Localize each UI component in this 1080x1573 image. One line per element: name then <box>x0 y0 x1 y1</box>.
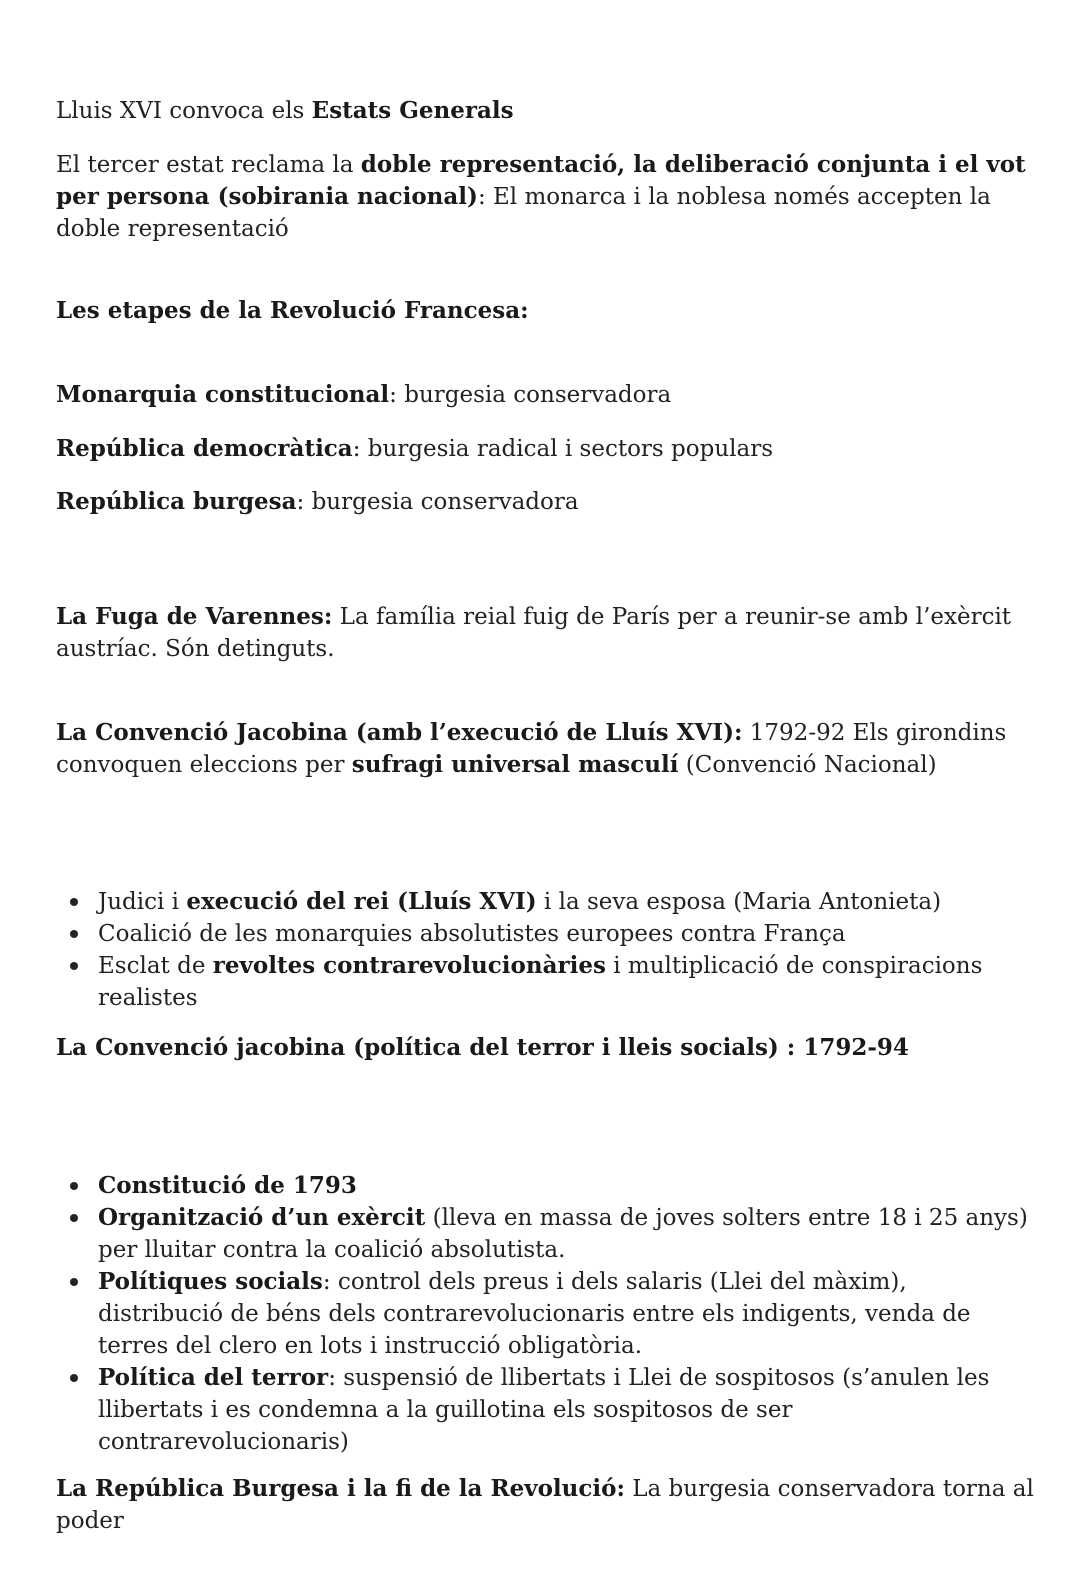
etapa-label: Monarquia constitucional <box>56 381 390 408</box>
list-item: Judici i execució del rei (Lluís XVI) i la seva esposa (Maria Antonieta) <box>56 886 1036 918</box>
fuga-label: La Fuga de Varennes: <box>56 603 333 630</box>
etapa-text: : burgesia radical i sectors populars <box>352 436 774 462</box>
text: Lluis XVI convoca els <box>56 98 312 124</box>
final-text: La burgesia conservadora torna al poder <box>56 1476 1034 1534</box>
etapa-label: República democràtica <box>56 435 353 462</box>
convencio-label: La Convenció Jacobina (amb l’execució de Lluís XVI): <box>56 719 743 746</box>
list-item: Constitució de 1793 <box>56 1170 1036 1202</box>
text: (Convenció Nacional) <box>678 752 937 778</box>
list-item: Coalició de les monarquies absolutistes europees contra França <box>56 918 1036 950</box>
etapa-item <box>56 433 1036 465</box>
paragraph-convencio-jacobina <box>56 717 1036 781</box>
bullet-list-execucio <box>56 886 1036 1014</box>
list-item: Política del terror: suspensió de llibertats i Llei de sospitosos (s’anulen les llibertats i es condemna a la guillotina els sospitosos de ser contrarevolucionaris) <box>56 1362 1036 1458</box>
paragraph-tercer-estat <box>56 149 1036 245</box>
etapa-item <box>56 486 1036 518</box>
bold-text: Estats Generals <box>311 97 514 124</box>
list-item: Polítiques socials: control dels preus i dels salaris (Llei del màxim), distribució de béns dels contrarevolucionaris entre els indigents, venda de terres del clero en lots i instrucció obligatòria. <box>56 1266 1036 1362</box>
text: 1792-92 Els girondins convoquen eleccions per <box>56 720 1007 778</box>
etapa-label: República burgesa <box>56 488 297 515</box>
list-item: Esclat de revoltes contrarevolucionàries i multiplicació de conspiracions realistes <box>56 950 1036 1014</box>
bullet-list-terror <box>56 1170 1036 1458</box>
final-label: La República Burgesa i la fi de la Revolució: <box>56 1475 625 1502</box>
section-heading-etapes <box>56 295 1036 327</box>
bold-text: sufragi universal masculí <box>351 751 679 778</box>
list-item: Organització d’un exèrcit (lleva en massa de joves solters entre 18 i 25 anys) per lluitar contra la coalició absolutista. <box>56 1202 1036 1266</box>
paragraph-estats-generals <box>56 95 1036 127</box>
etapa-text: : burgesia conservadora <box>389 382 672 408</box>
etapa-text: : burgesia conservadora <box>296 489 579 515</box>
text: El tercer estat reclama la <box>56 152 361 178</box>
paragraph-fuga-varennes <box>56 601 1036 665</box>
paragraph-republica-burgesa <box>56 1473 1036 1537</box>
bold-text: doble representació, la deliberació conjunta i el vot per persona (sobirania nacional) <box>56 151 1026 210</box>
fuga-text: La família reial fuig de París per a reunir-se amb l’exèrcit austríac. Són detinguts. <box>56 604 1012 662</box>
etapa-item <box>56 379 1036 411</box>
section-heading-convencio-terror <box>56 1032 1036 1064</box>
text: : El monarca i la noblesa només accepten la doble representació <box>56 184 991 242</box>
heading-text: Les etapes de la Revolució Francesa: <box>56 297 529 324</box>
heading-text: La Convenció jacobina (política del terror i lleis socials) : 1792-94 <box>56 1034 909 1061</box>
